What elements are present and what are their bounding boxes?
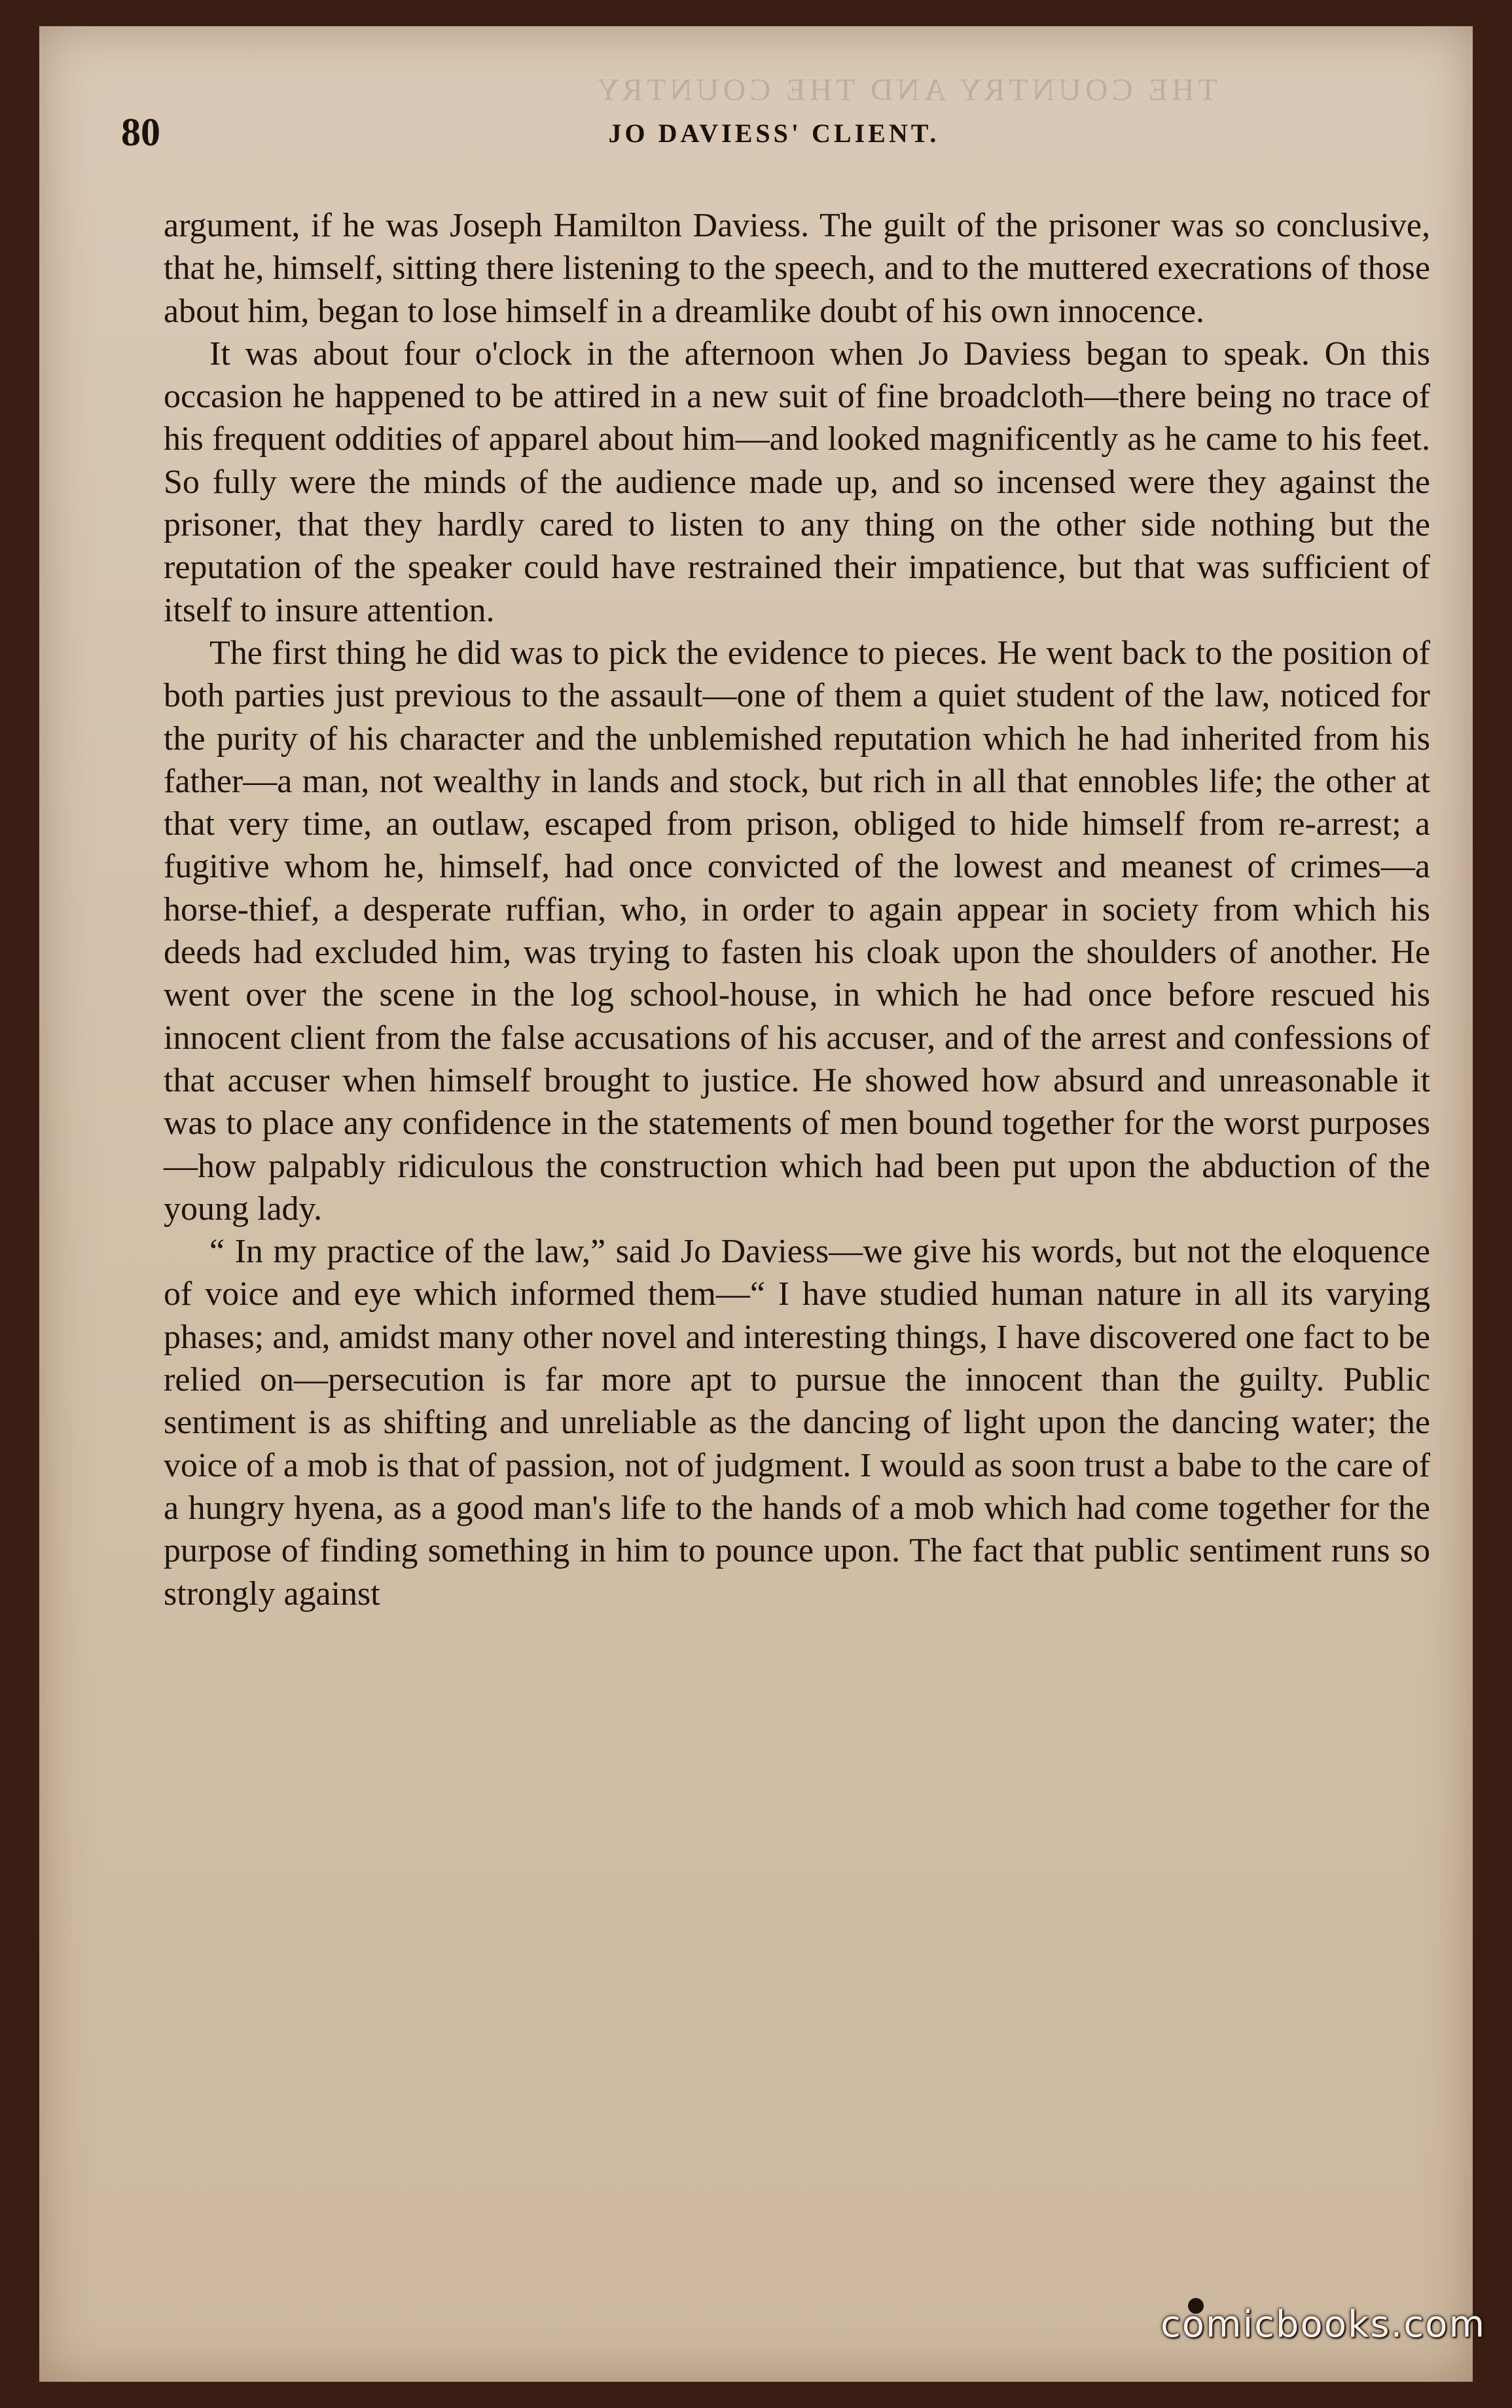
page-number: 80 <box>121 111 160 154</box>
paragraph-2: It was about four o'clock in the afternoon when Jo Daviess began to speak. On this occasion he happened to be attired in a new suit of fine broadcloth—there being no trace of his frequent oddities of apparel about him—and looked magnificently as he came to his feet. So fully were the minds of the audience made up, and so incensed were they against the prisoner, that they hardly cared to listen to any thing on the other side nothing but the reputation of the speaker could have restrained their impatience, but that was sufficient of itself to insure attention. <box>164 335 1430 629</box>
bleed-through-text: THE COUNTRY AND THE COUNTRY <box>592 73 1217 107</box>
paragraph-4: “ In my practice of the law,” said Jo Daviess—we give his words, but not the eloquence of voice and eye which informed them—“ I have studied human nature in all its varying phases; and, amidst many other novel and interesting things, I have discovered one fact to be relied on—persecution is far more apt to pursue the innocent than the guilty. Public sentiment is as shifting and unreliable as the dancing of light upon the dancing water; the voice of a mob is that of passion, not of judgment. I would as soon trust a babe to the care of a hungry hyena, as a good man's life to the hands of a mob which had come together for the purpose of finding something in him to pounce upon. The fact that public sentiment runs so strongly against <box>164 1233 1430 1613</box>
running-title: JO DAVIESS' CLIENT. <box>608 119 940 148</box>
page-header <box>121 110 1427 162</box>
paragraph-1: argument, if he was Joseph Hamilton Daviess. The guilt of the prisoner was so conclusive, that he, himself, sitting there listening to the speech, and to the muttered execrations of those about him, began to lose himself in a dreamlike doubt of his own innocence. <box>164 207 1430 330</box>
paragraph-3: The first thing he did was to pick the evidence to pieces. He went back to the position of both parties just previous to the assault—one of them a quiet student of the law, noticed for the purity of his character and the unblemished reputation which he had inherited from his father—a man, not wealthy in lands and stock, but rich in all that ennobles life; the other at that very time, an outlaw, escaped from prison, obliged to hide himself from re-arrest; a fugitive whom he, himself, had once convicted of the lowest and meanest of crimes—a horse-thief, a desperate ruffian, who, in order to again appear in society from which his deeds had excluded him, was trying to fasten his cloak upon the shoulders of another. He went over the scene in the log school-house, in which he had once before rescued his innocent client from the false accusations of his accuser, and of the arrest and confessions of that accuser when himself brought to justice. He showed how absurd and unreasonable it was to place any confidence in the statements of men bound together for the worst purposes—how palpably ridiculous the construction which had been put upon the abduction of the young lady. <box>164 634 1430 1228</box>
body-text <box>164 204 1430 1615</box>
site-watermark: comicbooks.com <box>1160 2303 1486 2346</box>
book-page <box>39 26 1473 2382</box>
